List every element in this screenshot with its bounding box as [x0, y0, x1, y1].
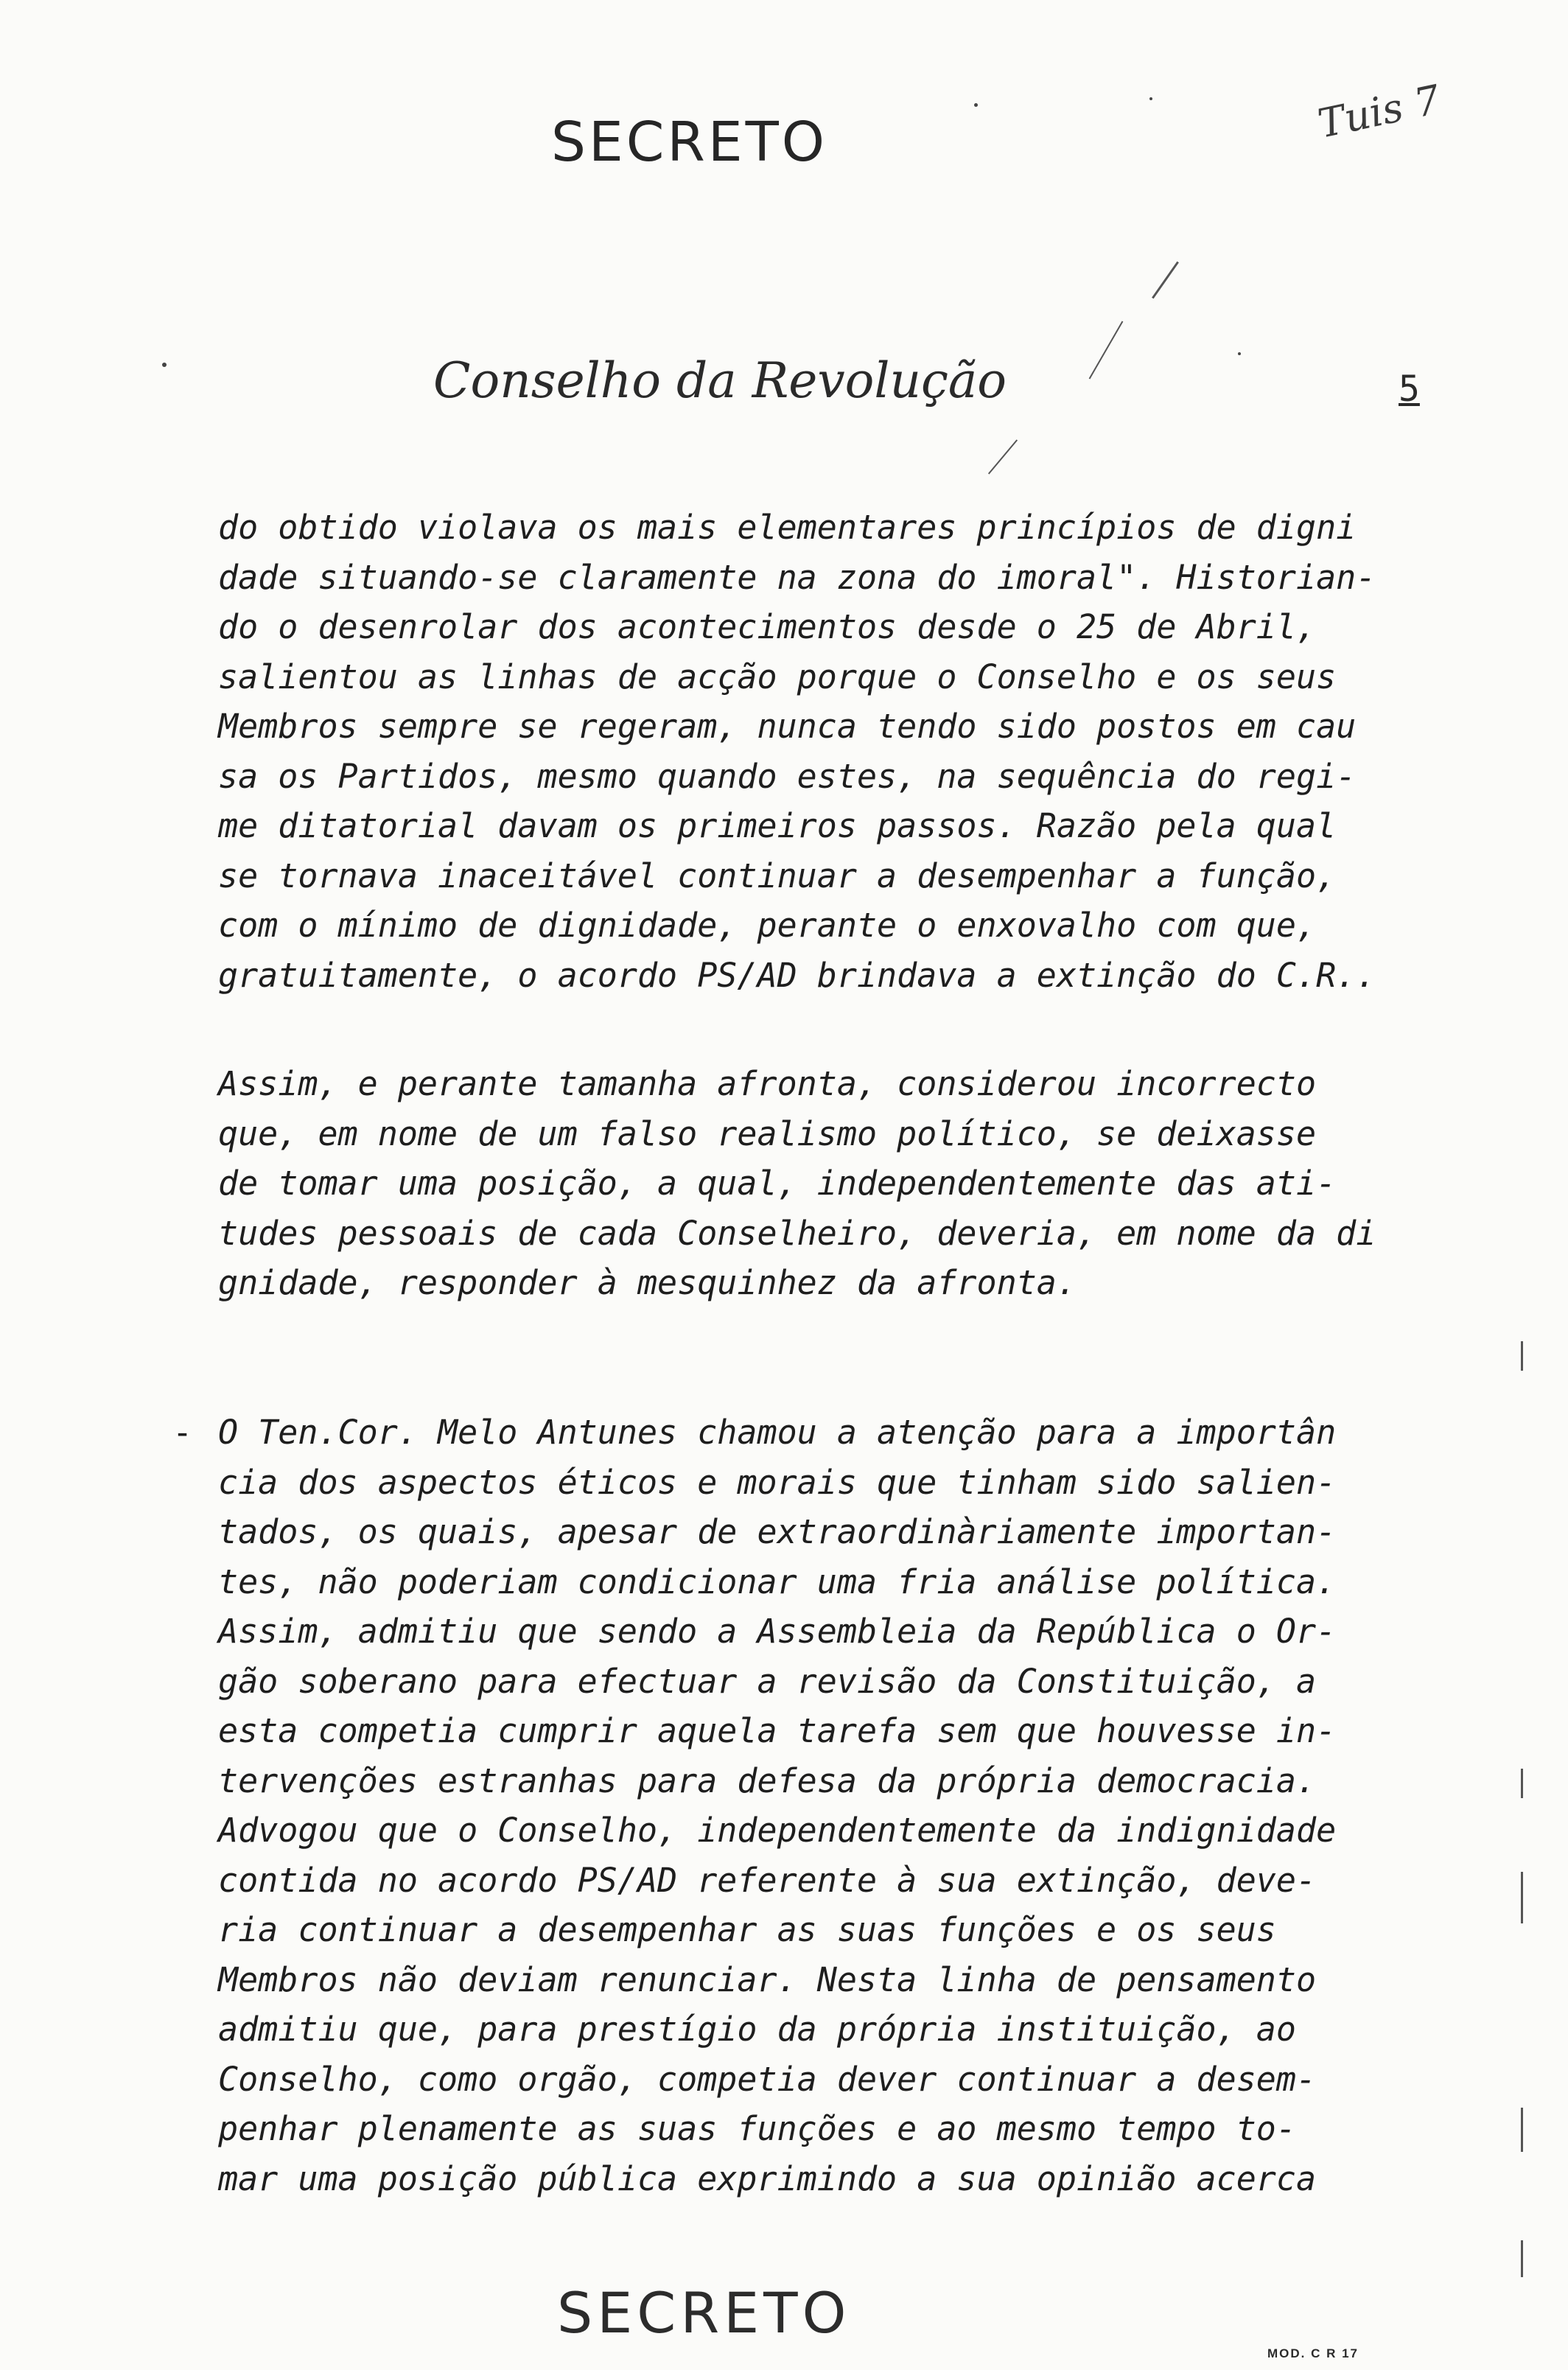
form-code: MOD. C R 17 — [1267, 2346, 1359, 2360]
text-line: penhar plenamente as suas funções e ao mesmo tempo to- — [218, 2109, 1296, 2148]
text-line: de tomar uma posição, a qual, independentemente das ati- — [218, 1164, 1337, 1203]
text-line: gnidade, responder à mesquinhez da afronta. — [218, 1263, 1077, 1302]
scan-speck — [1149, 97, 1152, 100]
text-line: admitiu que, para prestígio da própria instituição, ao — [218, 2010, 1296, 2049]
text-line: Membros sempre se regeram, nunca tendo sido postos em cau — [218, 707, 1357, 746]
text-line: cia dos aspectos éticos e morais que tinham sido salien- — [218, 1462, 1337, 1502]
text-line: gão soberano para efectuar a revisão da Constituição, a — [218, 1661, 1317, 1701]
classification-stamp-top: SECRETO — [551, 111, 828, 174]
text-line: Conselho, como orgão, competia dever continuar a desem- — [218, 2059, 1317, 2099]
letterhead-title: Conselho da Revolução — [433, 352, 1007, 409]
text-line: O Ten.Cor. Melo Antunes chamou a atenção para a importân — [218, 1413, 1337, 1452]
text-line: tes, não poderiam condicionar uma fria análise política. — [218, 1562, 1337, 1601]
scan-speck — [162, 363, 167, 367]
text-line: me ditatorial davam os primeiros passos. Razão pela qual — [218, 806, 1337, 845]
text-line: Advogou que o Conselho, independentemente da indignidade — [218, 1811, 1337, 1850]
text-line: tados, os quais, apesar de extraordinàriamente importan- — [218, 1512, 1337, 1551]
scan-mark — [1521, 2108, 1523, 2152]
paragraph-3 — [218, 1408, 1412, 2203]
text-line: ria continuar a desempenhar as suas funções e os seus — [218, 1910, 1276, 1949]
text-line: do o desenrolar dos acontecimentos desde o 25 de Abril, — [218, 607, 1317, 646]
scan-mark — [1089, 321, 1124, 380]
paragraph-2 — [218, 1059, 1412, 1308]
text-line: gratuitamente, o acordo PS/AD brindava a extinção do C.R.. — [218, 955, 1376, 995]
text-line: esta competia cumprir aquela tarefa sem que houvesse in- — [218, 1711, 1337, 1750]
text-line: sa os Partidos, mesmo quando estes, na sequência do regi- — [218, 756, 1357, 796]
page-number: 5 — [1399, 368, 1420, 410]
text-line: com o mínimo de dignidade, perante o enxovalho com que, — [218, 906, 1317, 945]
scan-mark — [1521, 2240, 1523, 2277]
text-line: mar uma posição pública exprimindo a sua opinião acerca — [218, 2158, 1317, 2198]
scan-mark — [988, 439, 1018, 474]
text-line: contida no acordo PS/AD referente à sua extinção, deve- — [218, 1860, 1317, 1900]
text-line: salientou as linhas de acção porque o Conselho e os seus — [218, 657, 1337, 696]
classification-stamp-bottom: SECRETO — [557, 2280, 851, 2346]
list-dash: - — [172, 1413, 193, 1452]
scan-mark — [1521, 1769, 1523, 1798]
scan-mark — [1521, 1341, 1523, 1371]
paragraph-1 — [218, 503, 1412, 1000]
scan-mark — [1521, 1872, 1523, 1923]
text-line: Membros não deviam renunciar. Nesta linha de pensamento — [218, 1960, 1317, 1999]
scan-speck — [1238, 352, 1241, 355]
text-line: se tornava inaceitável continuar a desempenhar a função, — [218, 856, 1337, 895]
text-line: Assim, admitiu que sendo a Assembleia da República o Or- — [218, 1612, 1337, 1651]
text-line: Assim, e perante tamanha afronta, considerou incorrecto — [218, 1064, 1317, 1103]
scan-speck — [974, 103, 978, 107]
text-line: tervenções estranhas para defesa da própria democracia. — [218, 1761, 1317, 1800]
text-line: tudes pessoais de cada Conselheiro, deveria, em nome da di — [218, 1213, 1376, 1253]
text-line: que, em nome de um falso realismo político, se deixasse — [218, 1114, 1317, 1153]
handwritten-annotation: Tuis 7 — [1314, 76, 1445, 147]
text-line: do obtido violava os mais elementares princípios de digni — [218, 508, 1357, 547]
text-line: dade situando-se claramente na zona do imoral". Historian- — [218, 557, 1376, 597]
scan-mark — [1152, 262, 1179, 299]
